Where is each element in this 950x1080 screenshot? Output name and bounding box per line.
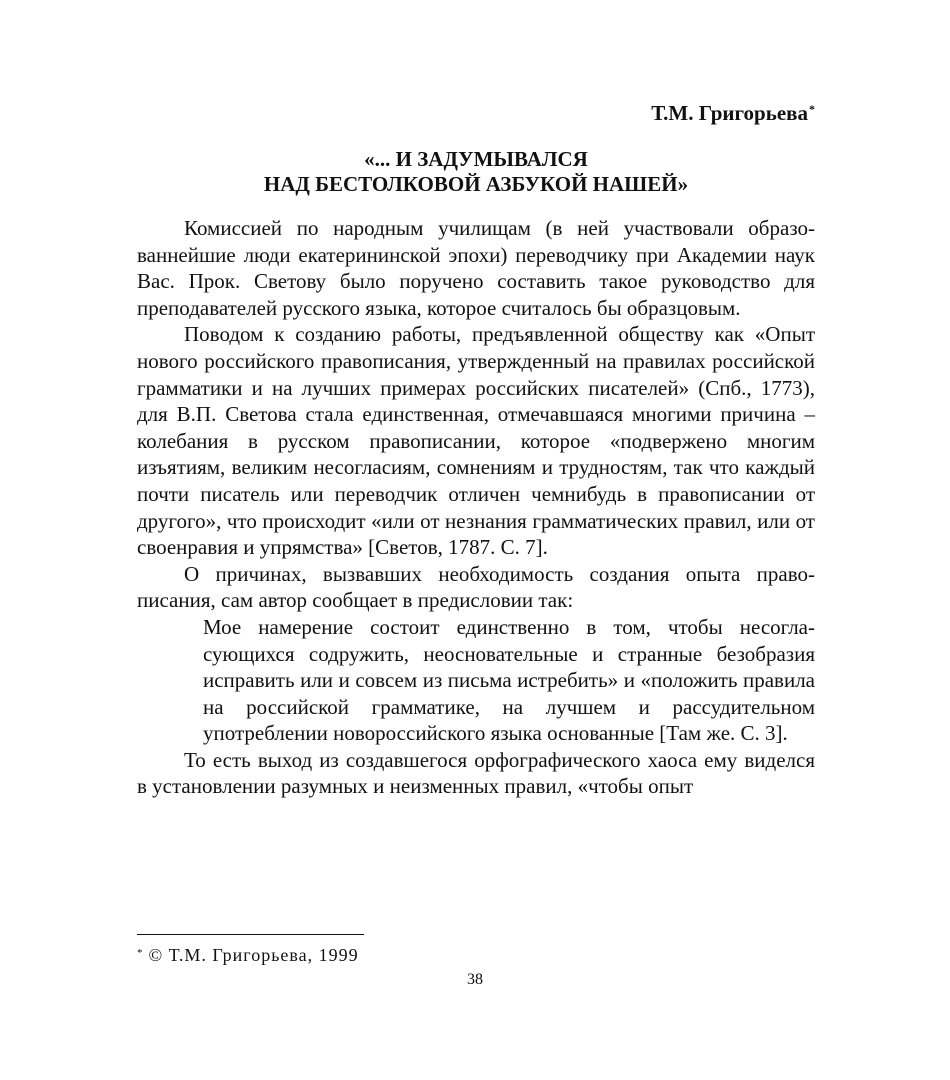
block-quote: Мое намерение состоит единственно в том, чтобы несогласующихся содружить, неосновательные и странные безобразия исправить или и совсем из письма истребить» и «положить правила на российской грамматике, на лучшем и рассудительном употреблении новороссийского языка основанные [Там же. С. 3]. <box>203 614 815 746</box>
footnote-mark: * <box>137 947 143 959</box>
author-footnote-mark: * <box>809 102 815 116</box>
body-paragraph-1: Комиссией по народным училищам (в ней участвовали образованнейшие люди екатерининской эпохи) переводчику при Академии наук Вас. Прок. Светову было поручено составить такое руководство для преподавателей русского языка, которое считалось бы образцовым. <box>137 216 815 320</box>
title-line-1: «... И ЗАДУМЫВАЛСЯ <box>364 147 588 171</box>
body-paragraph-4: То есть выход из создавшегося орфографического хаоса ему виделся в установлении разумных и неизменных правил, «чтобы опыт <box>137 747 815 799</box>
title-line-2: НАД БЕСТОЛКОВОЙ АЗБУКОЙ НАШЕЙ» <box>263 172 689 196</box>
footnote <box>137 944 359 966</box>
document-page <box>137 100 815 800</box>
article-title <box>137 147 815 197</box>
page-number: 38 <box>467 971 483 988</box>
author-line <box>137 100 815 126</box>
body-paragraph-2: Поводом к созданию работы, предъявленной обществу как «Опыт нового российского правописания, утвержденный на правилах российской грамматики и на лучших примерах российских писателей» (Спб., 1773), для В.П. Светова стала единственная, отмечавшаяся многими причина – колебания в русском правописании, которое «подвержено многим изъятиям, великим несогласиям, сомнениям и трудностям, так что каждый почти писатель или переводчик отличен чемнибудь в правописании от другого», что происходит «или от незнания грамматических правил, или от своенравия и упрямства» [Светов, 1787. С. 7]. <box>137 322 815 560</box>
body-paragraph-3: О причинах, вызвавших необходимость создания опыта правописания, сам автор сообщает в предисловии так: <box>137 561 815 613</box>
footnote-text: © Т.М. Григорьева, 1999 <box>148 945 359 965</box>
author-name: Т.М. Григорьева <box>651 101 808 125</box>
footnote-divider <box>137 934 364 935</box>
